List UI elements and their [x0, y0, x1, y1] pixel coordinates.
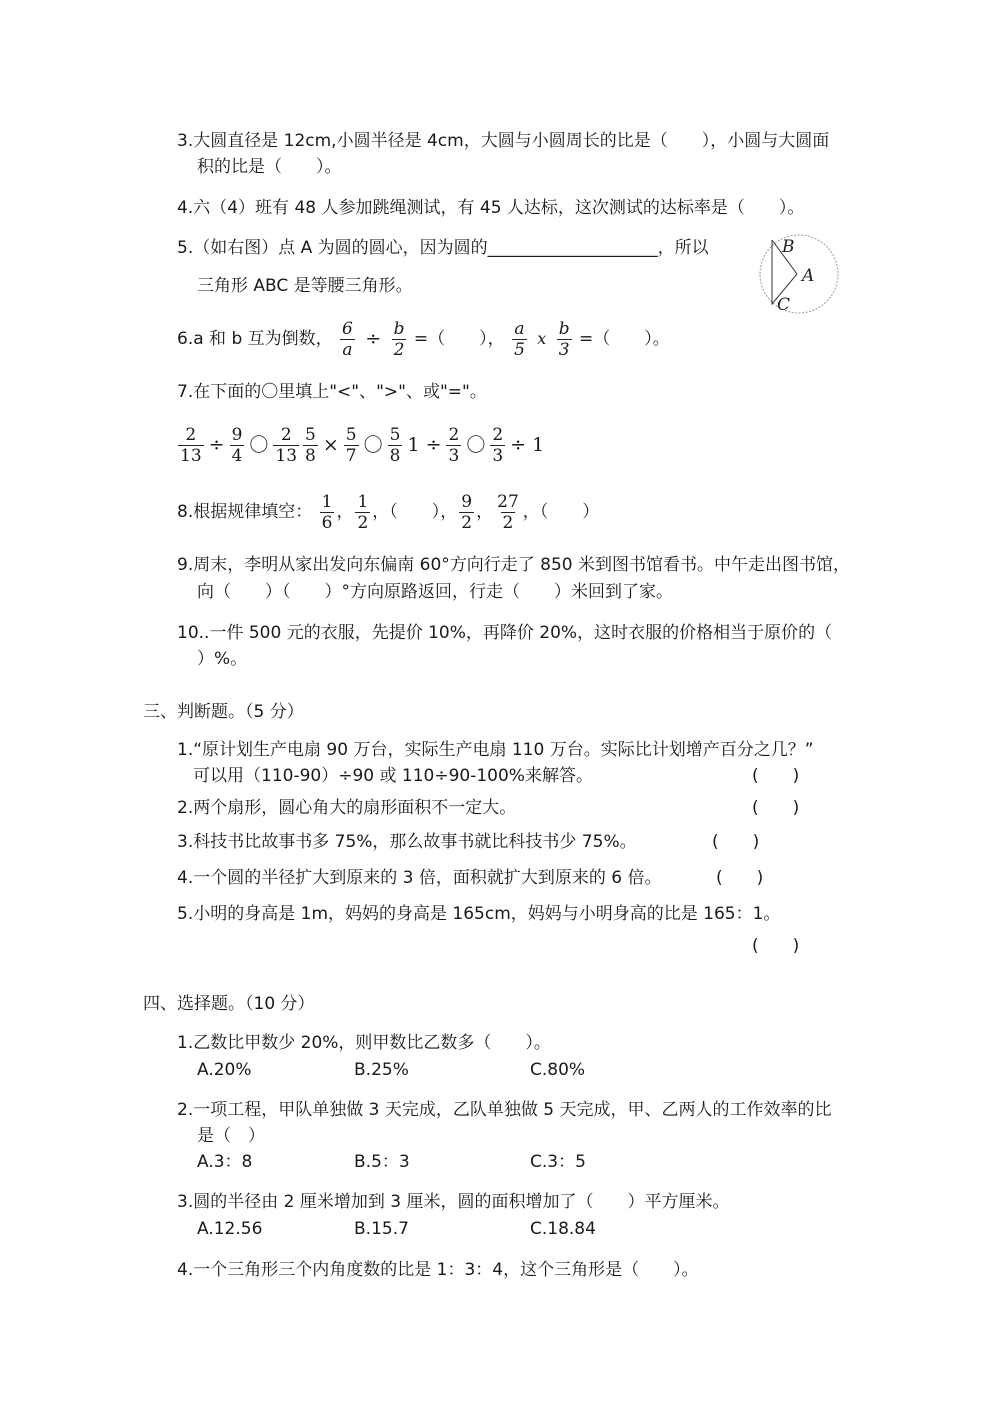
q5-line1: 5.（如右图）点 A 为圆的圆心，因为圆的____________________，所以 [177, 238, 709, 258]
q7-frac: $\frac{5}{8}$ [305, 424, 316, 466]
judge-q1-line1: 1.“原计划生产电扇 90 万台，实际生产电扇 110 万台。实际比计划增产百分之几？” [177, 740, 814, 760]
q6-frac1: $\frac{6}{a}$ [342, 318, 353, 360]
judge-heading: 三、判断题。（5 分） [143, 702, 304, 722]
q7-one: 1 [532, 434, 545, 456]
q8-frac: $\frac{1}{2}$ [357, 491, 369, 533]
choice-q2-option-a[interactable]: A.3：8 [197, 1152, 253, 1172]
judge-q5-paren[interactable]: ( ) [752, 936, 800, 956]
choice-q3-option-a[interactable]: A.12.56 [197, 1219, 263, 1239]
judge-q2-paren[interactable]: ( ) [752, 798, 800, 818]
q6-eq2: =（ ）。 [579, 329, 670, 349]
q8-sep: ， [476, 502, 494, 522]
q7-circle[interactable]: 〇 [363, 434, 383, 456]
q4-text: 4.六（4）班有 48 人参加跳绳测试，有 45 人达标，这次测试的达标率是（ ）。 [177, 198, 805, 218]
q6-div: ÷ [365, 328, 382, 350]
q8-mid: ，（ ）， [372, 502, 458, 522]
q3-line2: 积的比是（ ）。 [197, 157, 342, 177]
judge-q1-paren[interactable]: ( ) [752, 766, 800, 786]
q8-frac: $\frac{27}{2}$ [497, 491, 519, 533]
q3-line1: 3.大圆直径是 12cm,小圆半径是 4cm，大圆与小圆周长的比是（ ），小圆与大圆面 [177, 131, 830, 151]
label-b: B [782, 237, 795, 257]
q5-line2: 三角形 ABC 是等腰三角形。 [197, 276, 413, 296]
q9-line2: 向（ ）（ ）°方向原路返回，行走（ ）米回到了家。 [197, 582, 673, 602]
q10-line2: ）%。 [197, 649, 248, 669]
choice-q2-line2: 是（ ） [197, 1126, 265, 1146]
q7-frac: $\frac{2}{3}$ [448, 424, 460, 466]
q7-op: ÷ [208, 434, 225, 456]
choice-q1-option-a[interactable]: A.20% [197, 1060, 252, 1080]
judge-q5-text: 5.小明的身高是 1m，妈妈的身高是 165cm，妈妈与小明身高的比是 165：1。 [177, 904, 781, 924]
choice-q2-option-b[interactable]: B.5：3 [354, 1152, 410, 1172]
choice-heading: 四、选择题。（10 分） [143, 994, 315, 1014]
judge-q1-line2: 可以用（110-90）÷90 或 110÷90-100%来解答。 [193, 766, 593, 786]
q7-circle[interactable]: 〇 [466, 434, 486, 456]
q7-frac: $\frac{5}{7}$ [345, 424, 357, 466]
q7-frac: $\frac{5}{8}$ [389, 424, 401, 466]
q7-frac: $\frac{9}{4}$ [231, 424, 243, 466]
q7-op: ÷ [510, 434, 527, 456]
q7-one: 1 [407, 434, 420, 456]
judge-q2-text: 2.两个扇形，圆心角大的扇形面积不一定大。 [177, 798, 517, 818]
q8-frac: $\frac{9}{2}$ [461, 491, 473, 533]
label-c: C [777, 295, 791, 315]
q6-frac3: $\frac{a}{5}$ [514, 318, 525, 360]
q7-circle[interactable]: 〇 [249, 434, 269, 456]
q8-end: ，（ ） [522, 502, 600, 522]
judge-q4-text: 4.一个圆的半径扩大到原来的 3 倍，面积就扩大到原来的 6 倍。 [177, 868, 662, 888]
q10-line1: 10..一件 500 元的衣服，先提价 10%，再降价 20%，这时衣服的价格相当于原价的（ [177, 623, 833, 643]
q7-frac: $\frac{2}{13}$ [275, 424, 298, 466]
judge-q3-paren[interactable]: ( ) [712, 832, 760, 852]
q7-expression [176, 423, 547, 467]
label-a: A [802, 266, 815, 286]
q9-line1: 9.周末，李明从家出发向东偏南 60°方向行走了 850 米到图书馆看书。中午走出图书馆， [177, 555, 851, 575]
q8-prefix: 8.根据规律填空： [177, 502, 313, 522]
q6-line [177, 318, 670, 360]
choice-q3-option-c[interactable]: C.18.84 [530, 1219, 596, 1239]
q7-op: × [322, 434, 339, 456]
q6-prefix: 6.a 和 b 互为倒数， [177, 329, 333, 349]
q6-frac2: $\frac{b}{2}$ [393, 318, 405, 360]
choice-q2-option-c[interactable]: C.3：5 [530, 1152, 586, 1172]
q6-frac4: $\frac{b}{3}$ [558, 318, 570, 360]
choice-q1-option-c[interactable]: C.80% [530, 1060, 586, 1080]
q8-sep: ， [336, 502, 354, 522]
choice-q1-text: 1.乙数比甲数少 20%，则甲数比乙数多（ ）。 [177, 1033, 551, 1053]
choice-q2-line1: 2.一项工程，甲队单独做 3 天完成，乙队单独做 5 天完成，甲、乙两人的工作效率的比 [177, 1100, 832, 1120]
circle-triangle-figure [752, 232, 844, 316]
q6-eq1: =（ ）， [413, 329, 505, 349]
judge-q4-paren[interactable]: ( ) [716, 868, 764, 888]
q7-op: ÷ [425, 434, 442, 456]
q8-frac: $\frac{1}{6}$ [321, 491, 333, 533]
q8-line [177, 490, 599, 534]
q6-mult: x [537, 329, 547, 348]
choice-q3-option-b[interactable]: B.15.7 [354, 1219, 409, 1239]
choice-q1-option-b[interactable]: B.25% [354, 1060, 409, 1080]
judge-q3-text: 3.科技书比故事书多 75%，那么故事书就比科技书少 75%。 [177, 832, 637, 852]
choice-q3-text: 3.圆的半径由 2 厘米增加到 3 厘米，圆的面积增加了（ ）平方厘米。 [177, 1192, 730, 1212]
q7-text: 7.在下面的〇里填上"<"、">"、或"="。 [177, 382, 487, 402]
choice-q4-text: 4.一个三角形三个内角度数的比是 1：3：4，这个三角形是（ ）。 [177, 1260, 699, 1280]
q7-frac: $\frac{2}{13}$ [180, 424, 202, 466]
q7-frac: $\frac{2}{3}$ [492, 424, 504, 466]
